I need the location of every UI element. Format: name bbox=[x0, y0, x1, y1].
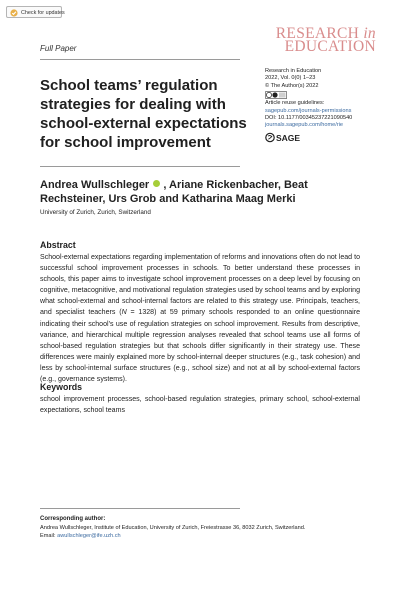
footnote-divider bbox=[40, 508, 240, 509]
svg-text:SAGE: SAGE bbox=[276, 132, 301, 143]
paper-title: School teams’ regulation strategies for dealing with school-external expectations for school improvement bbox=[40, 77, 247, 151]
abstract-heading: Abstract bbox=[40, 240, 76, 250]
author-list bbox=[40, 178, 360, 206]
email-link[interactable]: awullschleger@ife.uzh.ch bbox=[57, 533, 121, 539]
corresponding-address: Andrea Wullschleger, Institute of Education, University of Zurich, Freiestrasse 36, 8032 Zurich, Switzerland. bbox=[40, 524, 306, 531]
keywords-text: school improvement processes, school-based regulation strategies, primary school, school-external expectations, school teams bbox=[40, 396, 360, 415]
journal-logo bbox=[276, 27, 376, 53]
journal-home-link[interactable]: journals.sagepub.com/home/rie bbox=[265, 122, 344, 129]
sage-logo bbox=[265, 132, 301, 143]
other-authors: , Ariane Rickenbacher, Beat Rechsteiner, Urs Grob and Katharina Maag Merki bbox=[40, 179, 308, 205]
copyright: © The Author(s) 2022 bbox=[265, 82, 319, 89]
cc-by-icon bbox=[265, 91, 287, 99]
title-divider bbox=[40, 166, 240, 167]
reuse-label: Article reuse guidelines: bbox=[265, 100, 325, 107]
sample-size-variable: N bbox=[121, 309, 127, 317]
journal-logo-line2: EDUCATION bbox=[284, 38, 376, 55]
doi[interactable]: DOI: 10.1177/00345237221090540 bbox=[265, 115, 353, 122]
journal-logo-in: in bbox=[363, 25, 376, 42]
orcid-icon[interactable] bbox=[153, 180, 160, 187]
corresponding-email-line: Email: awullschleger@ife.uzh.ch bbox=[40, 533, 121, 539]
volume-info: 2022, Vol. 0(0) 1–23 bbox=[265, 75, 316, 82]
check-for-updates-badge[interactable] bbox=[6, 6, 65, 18]
corresponding-author-label: Corresponding author: bbox=[40, 516, 106, 522]
article-meta bbox=[265, 68, 395, 143]
journal-name: Research in Education bbox=[265, 68, 322, 74]
check-for-updates-icon bbox=[10, 9, 18, 17]
permissions-link[interactable]: sagepub.com/journals-permissions bbox=[265, 107, 352, 114]
keywords-heading: Keywords bbox=[40, 382, 83, 392]
check-for-updates-label: Check for updates bbox=[21, 10, 65, 16]
first-author: Andrea Wullschleger bbox=[40, 179, 150, 191]
abstract-text: School-external expectations regarding implementation of reforms and innovations often do not lead to successful school improvement processes in schools. To better understand these processes in schools, this paper aims to investigate school improvement processes on a deep level by focusing on cognitive, metacognitive, and motivational regulation strategies used by school teams and by exploring what school-external and school-internal factors are related to this strategy use. Principals, teachers, and specialist teachers (N = 1328) at 59 primary schools responded to an online questionnaire indicating their school’s use of regulation strategies on school improvement. Results from descriptive, variance, and hierarchical multiple regression analyses revealed that school teams use all forms of school-based regulation strategies but that schools differ significantly in their strategy use. These differences were mainly explained more by school-internal deeper structures (e.g., task cohesion) and less by school-internal surface structures (e.g., school size) and not at all by school-external factors (e.g., governance systems). bbox=[40, 254, 360, 384]
journal-logo-line1: RESEARCH in bbox=[275, 25, 376, 42]
header-divider bbox=[40, 59, 240, 60]
corresponding-author bbox=[40, 515, 370, 541]
affiliation: University of Zurich, Zurich, Switzerland bbox=[40, 209, 151, 216]
article-type: Full Paper bbox=[40, 44, 77, 53]
